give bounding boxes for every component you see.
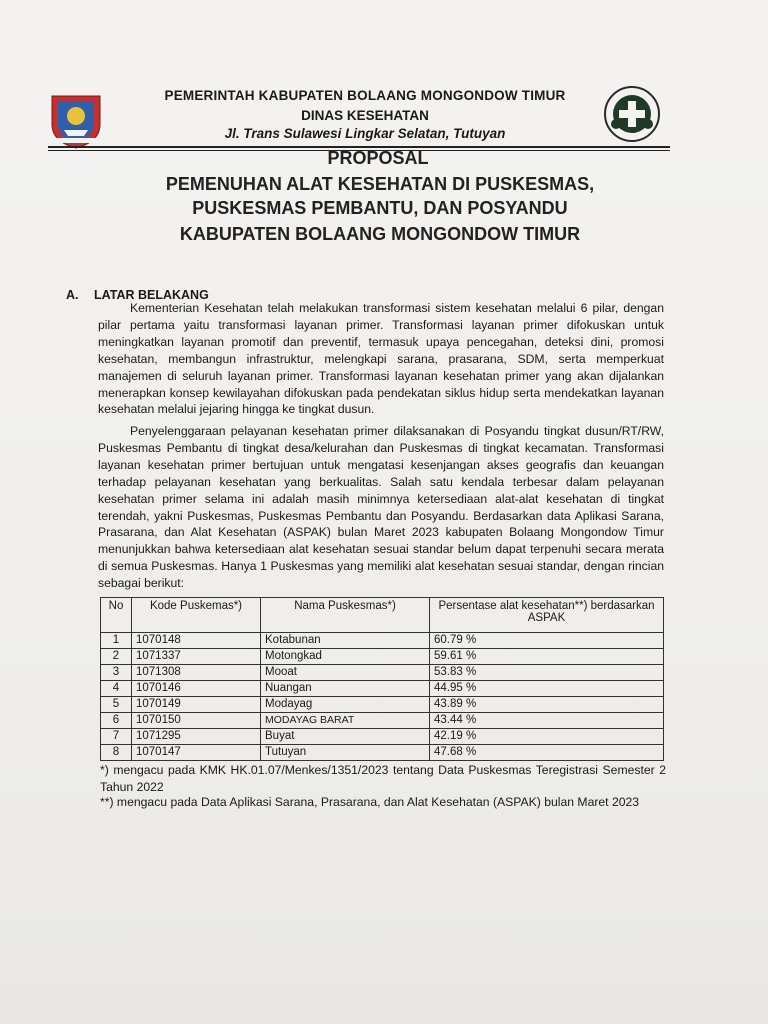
cell-persen: 47.68 % [430, 745, 664, 761]
table-row [101, 649, 664, 665]
cell-nama: Kotabunan [261, 633, 430, 649]
paragraph-2: Penyelenggaraan pelayanan kesehatan primer dilaksanakan di Posyandu tingkat dusun/RT/RW, Puskesmas Pembantu di tingkat desa/kelurahan dan Puskesmas di tingkat kecamatan. Transformasi layanan kesehatan primer bertujuan untuk mengatasi kesenjangan akses geografis dan keuangan terhadap pelayanan kesehatan yang berkualitas. Salah satu kendala terbesar dalam pelayanan kesehatan primer selama ini adalah masih minimnya ketersediaan alat-alat kesehatan di tingkat terendah, yakni Puskesmas, Puskesmas Pembantu dan Posyandu. Berdasarkan data Aplikasi Sarana, Prasarana, dan Alat Kesehatan (ASPAK) bulan Maret 2023 kabupaten Bolaang Mongondow Timur menunjukkan bahwa ketersediaan alat kesehatan sesuai standar belum dapat terpenuhi secara merata di semua Puskesmas. Hanya 1 Puskesmas yang memiliki alat kesehatan sesuai standar, dengan rincian sebagai berikut: [98, 424, 664, 591]
cell-no: 3 [101, 665, 132, 681]
cell-kode: 1071295 [132, 729, 261, 745]
header-persen: Persentase alat kesehatan**) berdasarkan ASPAK [430, 598, 664, 633]
doc-subtitle-1: PEMENUHAN ALAT KESEHATAN DI PUSKESMAS, [165, 174, 595, 194]
table-row [101, 713, 664, 729]
puskesmas-table [100, 597, 664, 761]
section-number: A. [66, 288, 79, 302]
table-row [101, 745, 664, 761]
cell-nama: Buyat [261, 729, 430, 745]
cell-nama: Nuangan [261, 681, 430, 697]
table-row [101, 633, 664, 649]
cell-no: 2 [101, 649, 132, 665]
cell-no: 7 [101, 729, 132, 745]
cell-nama: Motongkad [261, 649, 430, 665]
table-row [101, 665, 664, 681]
cell-no: 6 [101, 713, 132, 729]
doc-subtitle-3: KABUPATEN BOLAANG MONGONDOW TIMUR [179, 224, 581, 244]
letterhead-address: Jl. Trans Sulawesi Lingkar Selatan, Tutuyan [224, 126, 506, 141]
cell-kode: 1071308 [132, 665, 261, 681]
cell-kode: 1070149 [132, 697, 261, 713]
cell-kode: 1071337 [132, 649, 261, 665]
cell-nama: Mooat [261, 665, 430, 681]
cell-nama: Tutuyan [261, 745, 430, 761]
cell-persen: 60.79 % [430, 633, 664, 649]
cell-no: 4 [101, 681, 132, 697]
letterhead-government: PEMERINTAH KABUPATEN BOLAANG MONGONDOW TIMUR [164, 88, 566, 103]
footnote-2: **) mengacu pada Data Aplikasi Sarana, Prasarana, dan Alat Kesehatan (ASPAK) bulan Maret 2023 [100, 795, 640, 809]
table-header-row [101, 598, 664, 633]
table-row [101, 729, 664, 745]
cell-persen: 43.44 % [430, 713, 664, 729]
table-row [101, 681, 664, 697]
cell-persen: 44.95 % [430, 681, 664, 697]
doc-subtitle-2: PUSKESMAS PEMBANTU, DAN POSYANDU [192, 198, 568, 218]
header-no: No [101, 598, 132, 633]
table-row [101, 697, 664, 713]
section-title: LATAR BELAKANG [94, 288, 209, 302]
cell-no: 1 [101, 633, 132, 649]
cell-persen: 43.89 % [430, 697, 664, 713]
cell-persen: 53.83 % [430, 665, 664, 681]
doc-title: PROPOSAL [327, 148, 429, 168]
cell-kode: 1070146 [132, 681, 261, 697]
cell-nama: Modayag [261, 697, 430, 713]
header-kode: Kode Puskemas*) [132, 598, 261, 633]
cell-no: 8 [101, 745, 132, 761]
cell-kode: 1070150 [132, 713, 261, 729]
paragraph-1: Kementerian Kesehatan telah melakukan transformasi sistem kesehatan melalui 6 pilar, dengan pilar pertama yaitu transformasi layanan primer. Transformasi layanan primer difokuskan untuk meningkatkan layanan promotif dan preventif, termasuk upaya pencegahan, deteksi dini, promosi kesehatan, membangun infrastruktur, melengkapi sarana, prasarana, SDM, serta memperkuat manajemen di seluruh layanan primer. Transformasi layanan kesehatan primer yang akan dijalankan menerapkan konsep kewilayahan difokuskan pada pendekatan siklus hidup serta mendekatkan layanan kesehatan melalui jejaring hingga ke tingkat dusun. [98, 301, 664, 417]
cell-nama: MODAYAG BARAT [261, 713, 430, 729]
header-nama: Nama Puskesmas*) [261, 598, 430, 633]
cell-persen: 42.19 % [430, 729, 664, 745]
footnote-1: *) mengacu pada KMK HK.01.07/Menkes/1351/2023 tentang Data Puskesmas Teregistrasi Semester 2 Tahun 2022 [100, 763, 666, 794]
cell-persen: 59.61 % [430, 649, 664, 665]
letterhead-agency: DINAS KESEHATAN [301, 108, 429, 123]
cell-kode: 1070148 [132, 633, 261, 649]
cell-no: 5 [101, 697, 132, 713]
cell-kode: 1070147 [132, 745, 261, 761]
